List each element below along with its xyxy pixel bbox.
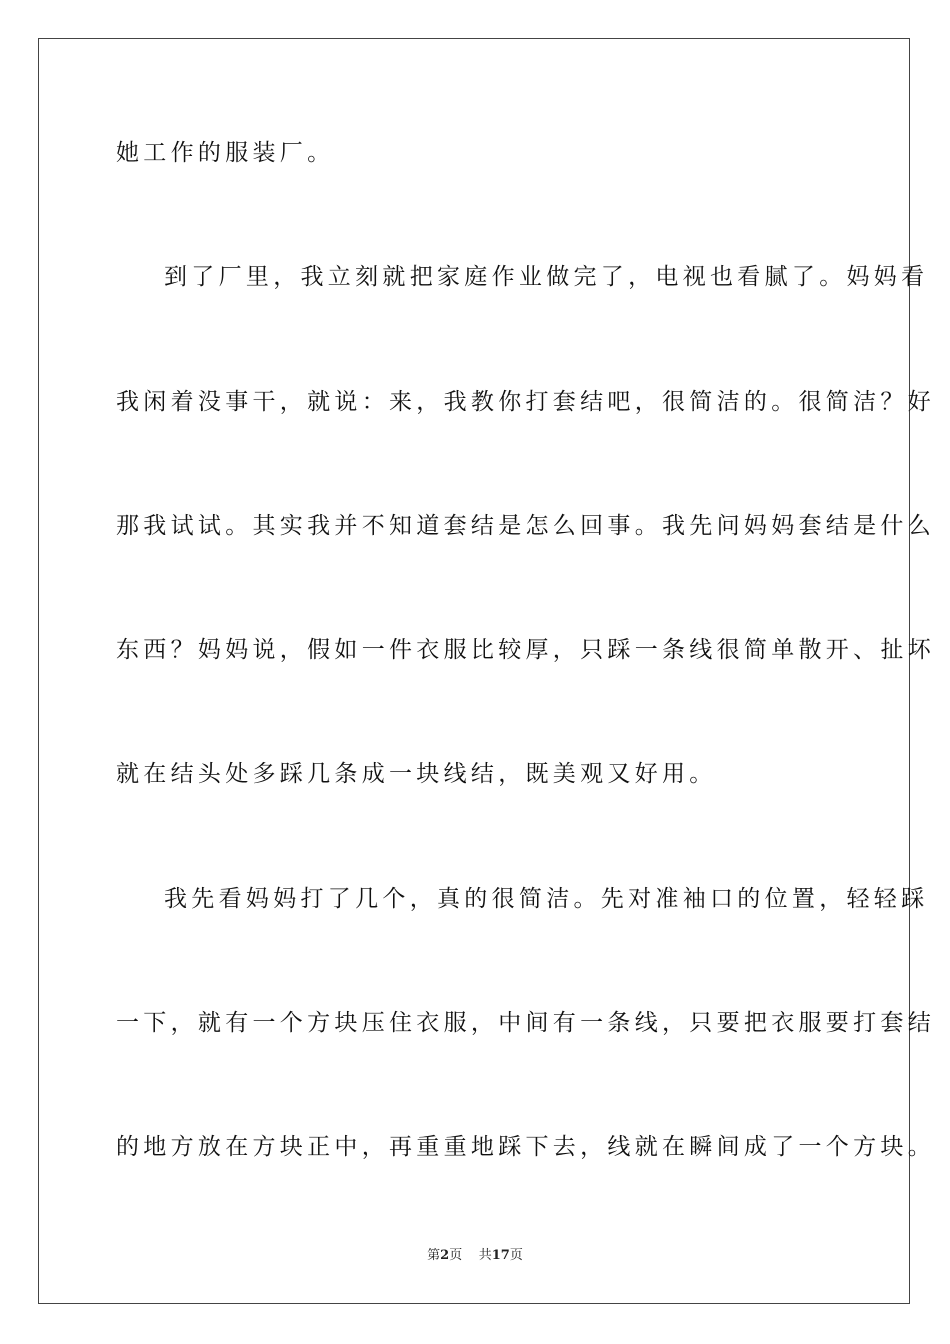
paragraph-line-3: 我闲着没事干，就说：来，我教你打套结吧，很简洁的。很简洁？好: [116, 389, 935, 415]
paragraph-line-8: 一下，就有一个方块压住衣服，中间有一条线，只要把衣服要打套结: [116, 1010, 935, 1036]
total-prefix: 共: [478, 1248, 492, 1263]
total-number: 17: [491, 1248, 510, 1263]
page-number-label: [427, 1248, 462, 1263]
paragraph-line-6: 就在结头处多踩几条成一块线结，既美观又好用。: [116, 761, 717, 787]
page-number: 2: [440, 1248, 450, 1263]
total-pages-label: [479, 1248, 523, 1263]
page-suffix: 页: [449, 1248, 463, 1263]
page-prefix: 第: [427, 1248, 441, 1263]
paragraph-line-7: 我先看妈妈打了几个，真的很简洁。先对准袖口的位置，轻轻踩: [164, 886, 929, 912]
paragraph-line-1: 她工作的服装厂。: [116, 140, 335, 166]
page-border: [38, 38, 935, 1304]
paragraph-line-9: 的地方放在方块正中，再重重地踩下去，线就在瞬间成了一个方块。: [116, 1134, 935, 1160]
page-footer: [0, 1244, 950, 1263]
paragraph-line-4: 那我试试。其实我并不知道套结是怎么回事。我先问妈妈套结是什么: [116, 513, 935, 539]
paragraph-line-5: 东西？妈妈说，假如一件衣服比较厚，只踩一条线很简单散开、扯坏: [116, 637, 935, 663]
paragraph-line-2: 到了厂里，我立刻就把家庭作业做完了，电视也看腻了。妈妈看: [164, 264, 929, 290]
total-suffix: 页: [509, 1248, 523, 1263]
